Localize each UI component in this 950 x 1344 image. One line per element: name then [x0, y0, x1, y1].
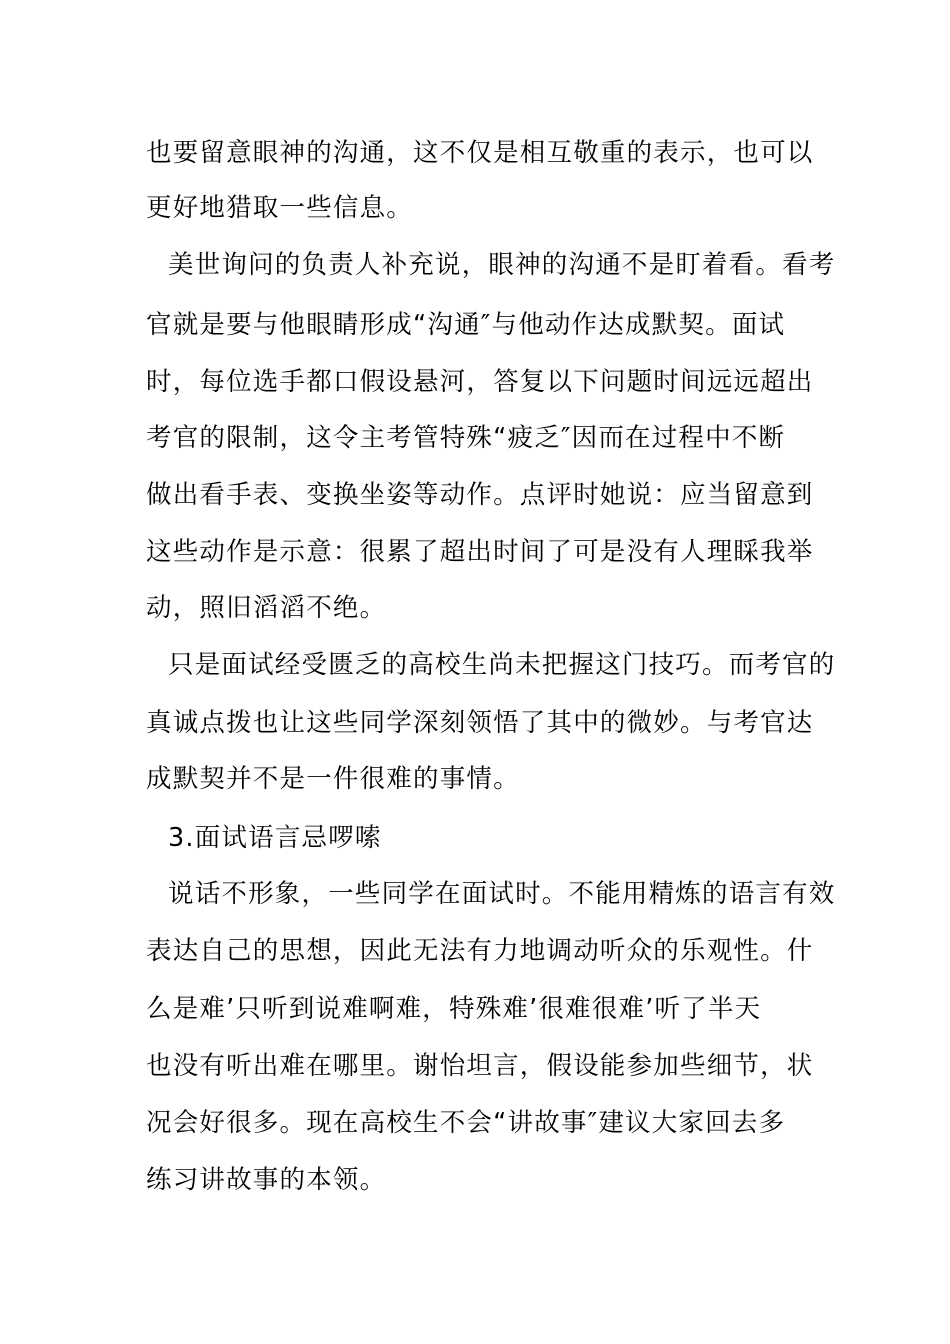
paragraph-2-line-1: 美世询问的负责人补充说，眼神的沟通不是盯着看。看考 [168, 250, 836, 280]
paragraph-2-line-5: 做出看手表、变换坐姿等动作。点评时她说：应当留意到 [146, 480, 814, 510]
paragraph-2-line-7: 动，照旧滔滔不绝。 [146, 593, 387, 623]
paragraph-4-line-1: 说话不形象，一些同学在面试时。不能用精炼的语言有效 [168, 879, 836, 909]
paragraph-4-line-5: 况会好很多。现在高校生不会“讲故事″建议大家回去多 [146, 1108, 786, 1138]
paragraph-2-line-3: 时，每位选手都口假设悬河，答复以下问题时间远远超出 [146, 367, 814, 397]
paragraph-2-line-4: 考官的限制，这令主考管特殊“疲乏″因而在过程中不断 [146, 423, 786, 453]
paragraph-3-line-3: 成默契并不是一件很难的事情。 [146, 764, 520, 794]
paragraph-3-line-2: 真诚点拨也让这些同学深刻领悟了其中的微妙。与考官达 [146, 708, 814, 738]
paragraph-1-line-1: 也要留意眼神的沟通，这不仅是相互敬重的表示，也可以 [146, 138, 814, 168]
paragraph-4-line-6: 练习讲故事的本领。 [146, 1165, 387, 1195]
paragraph-2-line-2: 官就是要与他眼睛形成“沟通″与他动作达成默契。面试 [146, 310, 786, 340]
paragraph-4-line-2: 表达自己的思想，因此无法有力地调动听众的乐观性。什 [146, 936, 814, 966]
paragraph-4-line-4: 也没有听出难在哪里。谢怡坦言，假设能参加些细节，状 [146, 1051, 814, 1081]
paragraph-1-line-2: 更好地猎取一些信息。 [146, 193, 414, 223]
paragraph-2-line-6: 这些动作是示意：很累了超出时间了可是没有人理睬我举 [146, 537, 814, 567]
section-heading: 3.面试语言忌啰嗦 [168, 823, 382, 853]
paragraph-3-line-1: 只是面试经受匮乏的高校生尚未把握这门技巧。而考官的 [168, 650, 836, 680]
paragraph-4-line-3: 么是难’只听到说难啊难，特殊难’很难很难’听了半天 [146, 994, 762, 1024]
